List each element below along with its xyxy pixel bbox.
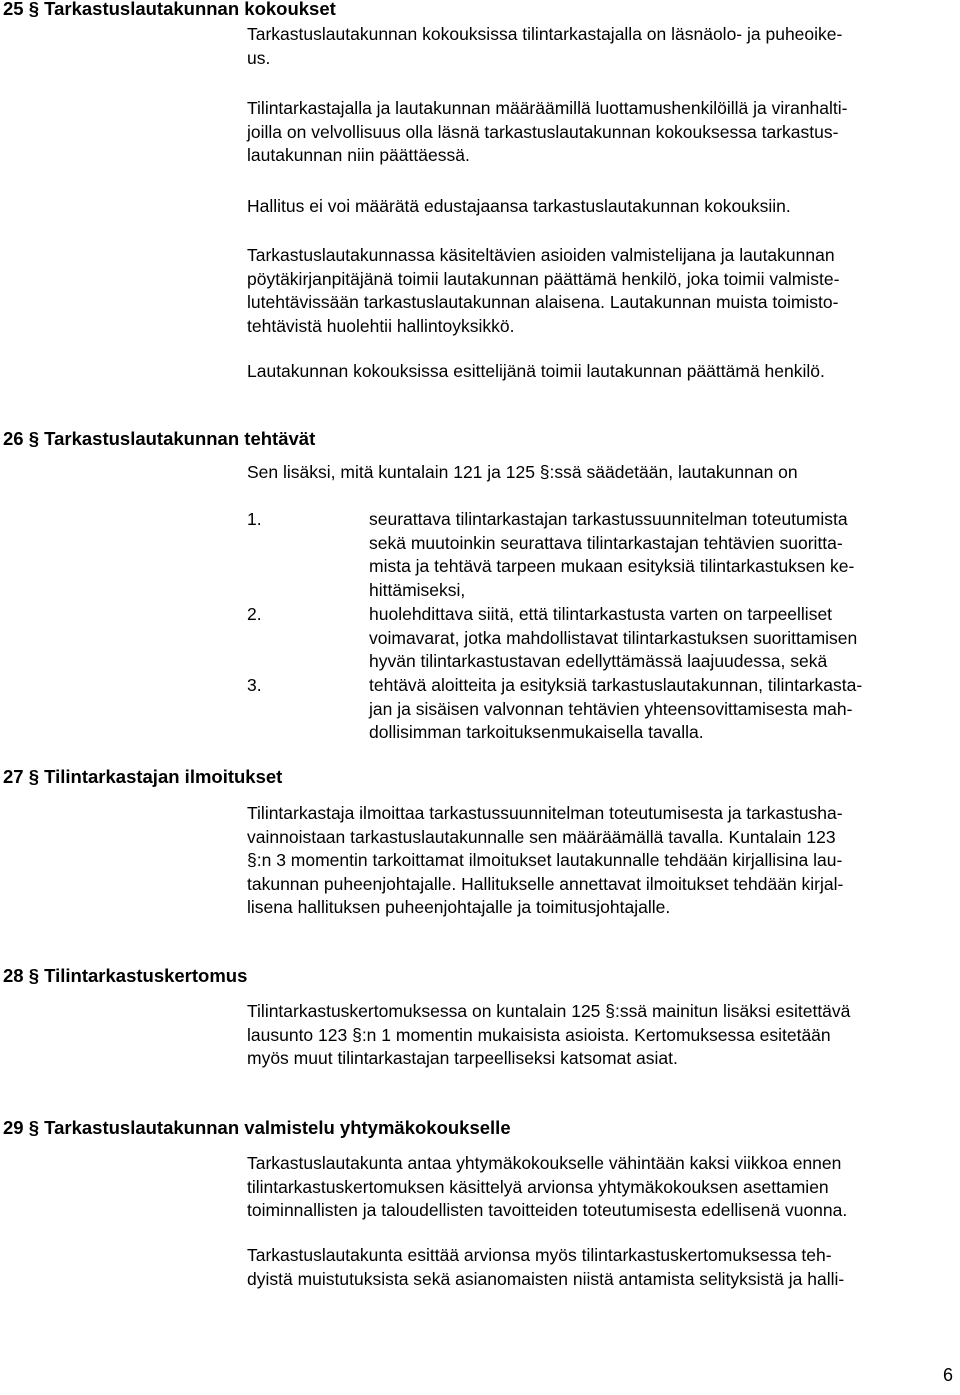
section-heading-25 <box>3 0 336 20</box>
text-line: mista ja tehtävä tarpeen mukaan esityksiä tilintarkastuksen ke- <box>369 556 855 576</box>
section-heading-27 <box>3 766 282 788</box>
section-number: 27 <box>3 766 24 787</box>
section-number: 29 <box>3 1117 24 1138</box>
section-symbol: § <box>28 428 40 449</box>
text-line: takunnan puheenjohtajalle. Hallitukselle annettavat ilmoitukset tehdään kirjal- <box>247 873 844 894</box>
text-line: dollisimman tarkoituksenmukaisella tavalla. <box>369 722 704 742</box>
list-number: 1. <box>247 509 262 529</box>
text-line: dyistä muistutuksista sekä asianomaisten niistä antamista selityksistä ja halli- <box>247 1268 845 1289</box>
text-line: Tilintarkastuskertomuksessa on kuntalain 125 §:ssä mainitun lisäksi esitettävä <box>247 1001 851 1021</box>
list-number: 2. <box>247 604 262 624</box>
paragraph-27-1 <box>247 802 843 920</box>
text-line: us. <box>247 47 271 68</box>
text-line: lautakunnan niin päättäessä. <box>247 145 470 165</box>
section-symbol: § <box>28 1117 40 1138</box>
paragraph-29-2 <box>247 1244 844 1291</box>
list-item <box>369 603 857 674</box>
text-line: Tilintarkastaja ilmoittaa tarkastussuunnitelman toteutumisesta ja tarkastusha- <box>247 803 843 823</box>
section-symbol: § <box>28 766 40 787</box>
text-line: jan ja sisäisen valvonnan tehtävien yhteensovittamisesta mah- <box>369 698 853 719</box>
text-line: huolehdittava siitä, että tilintarkastusta varten on tarpeelliset <box>369 604 833 624</box>
text-line: voimavarat, jotka mahdollistavat tilintarkastuksen suorittamisen <box>369 627 858 648</box>
list-item <box>369 508 854 602</box>
text-line: Tarkastuslautakunnassa käsiteltävien asioiden valmistelijana ja lautakunnan <box>247 245 835 265</box>
text-line: toiminnallisten ja taloudellisten tavoitteiden toteutumisesta edellisenä vuonna. <box>247 1200 848 1220</box>
text-line: lutehtävissään tarkastuslautakunnan alaisena. Lautakunnan muista toimisto- <box>247 292 839 312</box>
text-line: Tarkastuslautakunta antaa yhtymäkokoukselle vähintään kaksi viikkoa ennen <box>247 1153 842 1173</box>
text-line: hyvän tilintarkastustavan edellyttämässä laajuudessa, sekä <box>369 651 828 671</box>
text-line: Lautakunnan kokouksissa esittelijänä toimii lautakunnan päättämä henkilö. <box>247 361 825 381</box>
text-line: Tarkastuslautakunta esittää arvionsa myös tilintarkastuskertomuksessa teh- <box>247 1245 832 1265</box>
text-line: tehtävä aloitteita ja esityksiä tarkastuslautakunnan, tilintarkasta- <box>369 675 863 695</box>
text-line: tehtävistä huolehtii hallintoyksikkö. <box>247 315 515 336</box>
section-title: Tilintarkastajan ilmoitukset <box>44 766 283 787</box>
page-number: 6 <box>942 1365 953 1385</box>
text-line: myös muut tilintarkastajan tarpeelliseksi katsomat asiat. <box>247 1048 678 1068</box>
text-line: §:n 3 momentin tarkoittamat ilmoitukset lautakunnalle tehdään kirjallisina lau- <box>247 850 843 870</box>
section-heading-28 <box>3 965 247 987</box>
text-line: lausunto 123 §:n 1 momentin mukaisista asioista. Kertomuksessa esitetään <box>247 1024 831 1045</box>
text-line: hittämiseksi, <box>369 579 466 600</box>
section-heading-29 <box>3 1117 511 1139</box>
text-line: seurattava tilintarkastajan tarkastussuunnitelman toteutumista <box>369 509 848 529</box>
section-number: 25 <box>3 0 24 19</box>
text-line: lisena hallituksen puheenjohtajalle ja toimitusjohtajalle. <box>247 897 671 917</box>
paragraph-25-2 <box>247 97 848 168</box>
paragraph-25-5 <box>247 360 825 384</box>
paragraph-29-1 <box>247 1152 847 1223</box>
section-title: Tarkastuslautakunnan valmistelu yhtymäkokoukselle <box>44 1117 511 1138</box>
paragraph-28-1 <box>247 1000 850 1071</box>
text-line: joilla on velvollisuus olla läsnä tarkastuslautakunnan kokouksessa tarkastus- <box>247 121 839 142</box>
section-symbol: § <box>28 965 40 986</box>
text-line: vainnoistaan tarkastuslautakunnalle sen määräämällä tavalla. Kuntalain 123 <box>247 826 836 847</box>
section-heading-26 <box>3 428 315 450</box>
text-line: Hallitus ei voi määrätä edustajaansa tarkastuslautakunnan kokouksiin. <box>247 196 791 216</box>
paragraph-25-1 <box>247 23 842 70</box>
section-title: Tarkastuslautakunnan tehtävät <box>44 428 316 449</box>
section-title: Tarkastuslautakunnan kokoukset <box>44 0 336 19</box>
section-symbol: § <box>28 0 40 19</box>
section-number: 28 <box>3 965 24 986</box>
text-line: pöytäkirjanpitäjänä toimii lautakunnan päättämä henkilö, joka toimii valmiste- <box>247 268 840 289</box>
text-line: Tarkastuslautakunnan kokouksissa tilintarkastajalla on läsnäolo- ja puheoike- <box>247 24 843 44</box>
section-title: Tilintarkastuskertomus <box>44 965 248 986</box>
text-line: tilintarkastuskertomuksen käsittelyä arvionsa yhtymäkokouksen asettamien <box>247 1176 829 1197</box>
list-number: 3. <box>247 675 262 695</box>
text-line: Tilintarkastajalla ja lautakunnan määräämillä luottamushenkilöillä ja viranhalti- <box>247 98 848 118</box>
paragraph-25-3 <box>247 195 791 219</box>
paragraph-26-intro <box>247 461 798 485</box>
list-item <box>369 674 862 745</box>
text-line: Sen lisäksi, mitä kuntalain 121 ja 125 §:ssä säädetään, lautakunnan on <box>247 462 798 482</box>
paragraph-25-4 <box>247 244 839 338</box>
text-line: sekä muutoinkin seurattava tilintarkastajan tehtävien suoritta- <box>369 532 843 553</box>
section-number: 26 <box>3 428 24 449</box>
